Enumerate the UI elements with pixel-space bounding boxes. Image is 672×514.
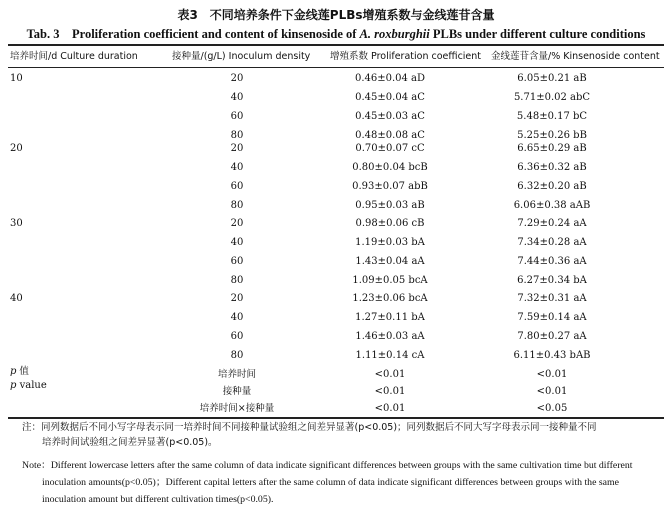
pvalue-coef: <0.01 (374, 369, 406, 380)
density-cell: 60 (230, 256, 244, 267)
density-cell: 20 (230, 293, 244, 304)
kinsenoside-cell: 7.44±0.36 aA (517, 256, 587, 267)
density-cell: 40 (230, 237, 244, 248)
kinsenoside-cell: 6.11±0.43 bAB (513, 350, 591, 361)
p-italic: p (10, 366, 17, 377)
title-en-suffix: PLBs under different culture conditions (429, 27, 646, 41)
note-cn-line: 注：同列数据后不同小写字母表示同一培养时间不同接种量试验组之间差异显著(p<0.05)；同列数据后不同大写字母表示同一接种量不同 (22, 422, 597, 433)
density-cell: 60 (230, 111, 244, 122)
density-cell: 40 (230, 312, 244, 323)
duration-label: 40 (10, 293, 23, 304)
pvalue-factor: 培养时间×接种量 (199, 403, 275, 414)
density-cell: 20 (230, 73, 244, 84)
duration-label: 20 (10, 143, 23, 154)
p-italic-en: p (10, 380, 17, 391)
note-cn-line: 培养时间试验组之间差异显著(p<0.05)。 (42, 437, 218, 448)
density-cell: 40 (230, 92, 244, 103)
kinsenoside-cell: 7.34±0.28 aA (517, 237, 587, 248)
pvalue-coef: <0.01 (374, 386, 406, 397)
table-title-en (0, 24, 672, 42)
pvalue-coef: <0.01 (374, 403, 406, 414)
density-cell: 40 (230, 162, 244, 173)
density-cell: 80 (230, 200, 244, 211)
pvalue-kin: <0.01 (536, 369, 568, 380)
header-kinsenoside: 金线莲苷含量/% Kinsenoside content (491, 51, 660, 62)
pvalue-kin: <0.01 (536, 386, 568, 397)
note-en-line: inoculation amounts(p<0.05)；Different capital letters after the same column of data indicate significant differences between groups with the same (42, 477, 619, 488)
table-title-cn: 表3 不同培养条件下金线莲PLBs增殖系数与金线莲苷含量 (177, 8, 495, 22)
kinsenoside-cell: 6.05±0.21 aB (517, 73, 587, 84)
bottom-rule (8, 417, 664, 419)
pvalue-label-en (10, 380, 47, 392)
pvalue-label-cn-text: 值 (16, 366, 29, 377)
header-density: 接种量/(g/L) Inoculum density (172, 51, 311, 62)
coefficient-cell: 1.19±0.03 bA (355, 237, 425, 248)
note-en (22, 457, 662, 508)
duration-label: 10 (10, 73, 23, 84)
kinsenoside-cell: 7.29±0.24 aA (517, 218, 587, 229)
kinsenoside-cell: 6.36±0.32 aB (517, 162, 587, 173)
note-en-line: Note：Different lowercase letters after the same column of data indicate significant differences between groups with the same cultivation time but different (22, 460, 633, 471)
kinsenoside-cell: 5.71±0.02 abC (513, 92, 591, 103)
header-rule (8, 67, 664, 68)
kinsenoside-cell: 6.27±0.34 bA (517, 275, 587, 286)
coefficient-cell: 1.11±0.14 cA (355, 350, 425, 361)
coefficient-cell: 0.70±0.07 cC (355, 143, 425, 154)
header-coefficient: 增殖系数 Proliferation coefficient (330, 51, 482, 62)
coefficient-cell: 1.46±0.03 aA (355, 331, 425, 342)
coefficient-cell: 0.80±0.04 bcB (352, 162, 428, 173)
kinsenoside-cell: 6.06±0.38 aAB (513, 200, 591, 211)
duration-label: 30 (10, 218, 23, 229)
coefficient-cell: 0.95±0.03 aB (355, 200, 425, 211)
kinsenoside-cell: 6.32±0.20 aB (517, 181, 587, 192)
header-duration: 培养时间/d Culture duration (10, 51, 138, 62)
coefficient-cell: 0.46±0.04 aD (354, 73, 426, 84)
density-cell: 20 (230, 218, 244, 229)
kinsenoside-cell: 5.25±0.26 bB (517, 130, 587, 141)
coefficient-cell: 0.93±0.07 abB (352, 181, 428, 192)
kinsenoside-cell: 5.48±0.17 bC (516, 111, 588, 122)
title-en-prefix: Tab. 3 Proliferation coefficient and content of kinsenoside of (26, 27, 360, 41)
pvalue-kin: <0.05 (536, 403, 568, 414)
kinsenoside-cell: 6.65±0.29 aB (517, 143, 587, 154)
density-cell: 80 (230, 350, 244, 361)
pvalue-factor: 培养时间 (217, 369, 256, 380)
coefficient-cell: 0.45±0.03 aC (355, 111, 425, 122)
top-rule (8, 44, 664, 46)
pvalue-label-cn (10, 366, 29, 378)
density-cell: 20 (230, 143, 244, 154)
coefficient-cell: 1.43±0.04 aA (355, 256, 425, 267)
kinsenoside-cell: 7.32±0.31 aA (517, 293, 587, 304)
note-en-line: inoculation amount but different cultivation times(p<0.05). (42, 494, 274, 505)
note-cn (22, 420, 662, 450)
coefficient-cell: 1.27±0.11 bA (355, 312, 425, 323)
density-cell: 60 (230, 181, 244, 192)
density-cell: 60 (230, 331, 244, 342)
density-cell: 80 (230, 275, 244, 286)
density-cell: 80 (230, 130, 244, 141)
coefficient-cell: 0.98±0.06 cB (355, 218, 425, 229)
pvalue-factor: 接种量 (222, 386, 252, 397)
kinsenoside-cell: 7.80±0.27 aA (517, 331, 587, 342)
species-name: A. roxburghii (359, 27, 430, 41)
coefficient-cell: 0.45±0.04 aC (355, 92, 425, 103)
coefficient-cell: 1.09±0.05 bcA (352, 275, 428, 286)
kinsenoside-cell: 7.59±0.14 aA (517, 312, 587, 323)
coefficient-cell: 0.48±0.08 aC (355, 130, 425, 141)
coefficient-cell: 1.23±0.06 bcA (352, 293, 428, 304)
pvalue-label-en-text: value (16, 380, 47, 391)
